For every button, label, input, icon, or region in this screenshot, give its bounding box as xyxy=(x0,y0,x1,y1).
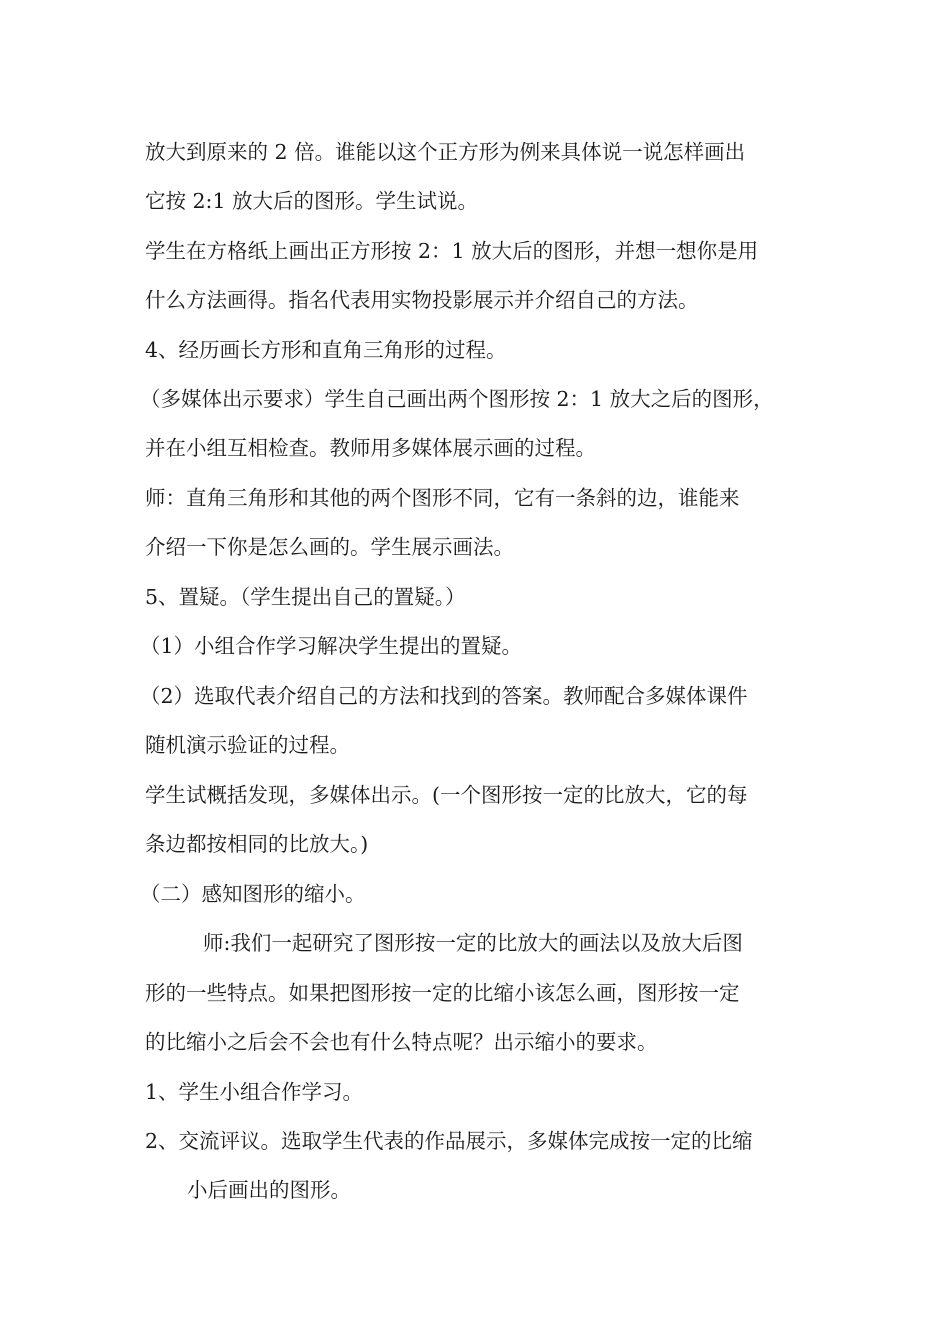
text-line-21: 2、交流评议。选取学生代表的作品展示，多媒体完成按一定的比缩 xyxy=(145,1129,753,1153)
text-line-11: （1）小组合作学习解决学生提出的置疑。 xyxy=(140,634,523,658)
text-line-9: 介绍一下你是怎么画的。学生展示画法。 xyxy=(145,535,514,559)
text-line-10: 5、置疑。（学生提出自己的置疑。） xyxy=(145,585,466,609)
text-line-16: （二）感知图形的缩小。 xyxy=(140,882,366,906)
text-line-14: 学生试概括发现，多媒体出示。(一个图形按一定的比放大，它的每 xyxy=(145,783,748,807)
text-line-1: 放大到原来的 2 倍。谁能以这个正方形为例来具体说一说怎样画出 xyxy=(145,140,746,164)
text-line-19: 的比缩小之后会不会也有什么特点呢？出示缩小的要求。 xyxy=(145,1030,658,1054)
text-line-12: （2）选取代表介绍自己的方法和找到的答案。教师配合多媒体课件 xyxy=(140,684,748,708)
text-line-13: 随机演示验证的过程。 xyxy=(145,733,350,757)
text-line-7: 并在小组互相检查。教师用多媒体展示画的过程。 xyxy=(145,436,596,460)
text-line-18: 形的一些特点。如果把图形按一定的比缩小该怎么画，图形按一定 xyxy=(145,981,740,1005)
text-line-2: 它按 2:1 放大后的图形。学生试说。 xyxy=(145,189,479,213)
text-line-3: 学生在方格纸上画出正方形按 2：1 放大后的图形，并想一想你是用 xyxy=(145,239,759,263)
text-line-8: 师：直角三角形和其他的两个图形不同，它有一条斜的边，谁能来 xyxy=(145,486,740,510)
text-line-22: 小后画出的图形。 xyxy=(187,1178,351,1202)
text-line-15: 条边都按相同的比放大。) xyxy=(145,832,369,856)
text-line-5: 4、经历画长方形和直角三角形的过程。 xyxy=(145,338,507,362)
text-line-4: 什么方法画得。指名代表用实物投影展示并介绍自己的方法。 xyxy=(145,288,699,312)
text-line-17: 师:我们一起研究了图形按一定的比放大的画法以及放大后图 xyxy=(203,931,743,955)
text-line-6: （多媒体出示要求）学生自己画出两个图形按 2：1 放大之后的图形， xyxy=(140,387,774,411)
text-line-20: 1、学生小组合作学习。 xyxy=(145,1080,364,1104)
